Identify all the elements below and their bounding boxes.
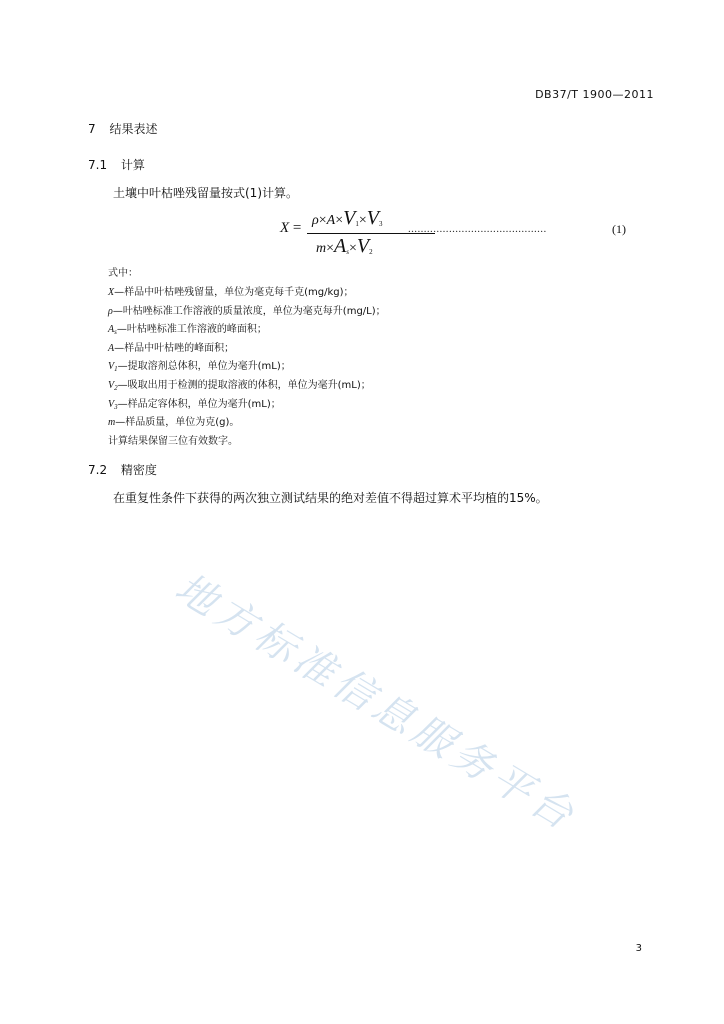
formula-lhs: X = (280, 220, 302, 236)
legend-item: $V_3—$样品定容体积，单位为毫升(mL)； (108, 399, 281, 411)
legend-item: ρ—叶枯唑标准工作溶液的质量浓度，单位为毫克每升(mg/L)； (108, 306, 386, 317)
legend-intro: 式中： (108, 268, 138, 279)
section-title: 计算 (120, 158, 145, 172)
legend-note: 计算结果保留三位有效数字。 (108, 436, 238, 447)
formula-denominator: $m\times A_s\times V_2$ (316, 235, 373, 257)
formula (280, 205, 640, 261)
legend-item: m—样品质量，单位为克(g)。 (108, 417, 240, 428)
formula-number: (1) (612, 222, 626, 236)
section-7-heading (88, 120, 157, 137)
section-number: 7 (88, 122, 96, 136)
section-title: 结果表述 (109, 122, 158, 136)
formula-leader-dots: ............................................ (408, 223, 547, 235)
standard-code: DB37/T 1900—2011 (535, 88, 654, 101)
section-title: 精密度 (120, 463, 157, 477)
formula-numerator: $\rho\times A\times V_1\times V_3$ (312, 207, 383, 229)
section-number: 7.2 (88, 463, 108, 477)
watermark: 地方标准信息服务平台 (167, 564, 586, 842)
legend-item: X—样品中叶枯唑残留量，单位为毫克每千克(mg/kg)； (108, 287, 354, 298)
section-number: 7.1 (88, 158, 108, 172)
legend-item: $A_s—$叶枯唑标准工作溶液的峰面积； (108, 324, 267, 336)
legend-item: A—样品中叶枯唑的峰面积； (108, 343, 235, 354)
calculation-intro: 土壤中叶枯唑残留量按式(1)计算。 (113, 186, 298, 200)
precision-text: 在重复性条件下获得的两次独立测试结果的绝对差值不得超过算术平均植的15%。 (113, 491, 548, 505)
legend-item: $V_1—$提取溶剂总体积，单位为毫升(mL)； (108, 361, 291, 373)
legend-item: $V_2—$吸取出用于检测的提取溶液的体积，单位为毫升(mL)； (108, 380, 371, 392)
page-number: 3 (635, 943, 642, 954)
section-7-1-heading (88, 156, 145, 173)
section-7-2-heading (88, 461, 157, 478)
